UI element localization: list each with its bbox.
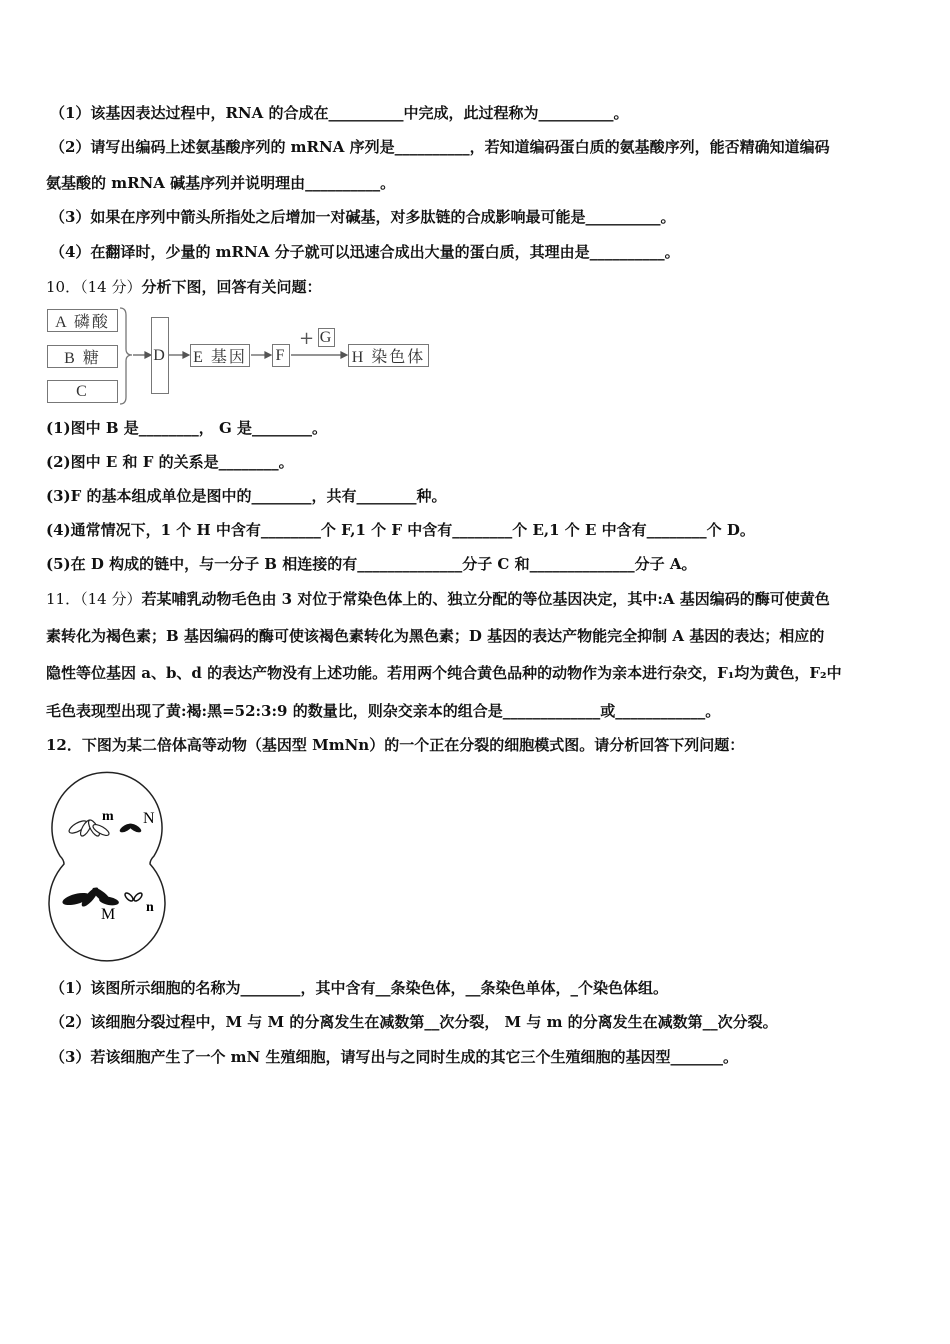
box-f: F [272, 344, 290, 367]
q9-part-2: （2）请写出编码上述氨基酸序列的 mRNA 序列是__________，若知道编码蛋白质的氨基酸序列，能否精确知道编码 [50, 138, 830, 156]
box-g: G [319, 328, 334, 346]
box-b-sugar: B 糖 [47, 345, 118, 368]
box-h-chromosome: H 染色体 [348, 344, 429, 367]
q10-part-3: (3)F 的基本组成单位是图中的________，共有________种。 [46, 487, 447, 505]
plus-sign: + [299, 328, 315, 349]
q10-part-5: (5)在 D 构成的链中，与一分子 B 相连接的有______________分子 C 和______________分子 A。 [46, 555, 697, 573]
box-c: C [47, 380, 118, 403]
label-m: m [102, 809, 114, 824]
box-a-phosphate: A 磷酸 [47, 309, 118, 332]
q10-part-2: (2)图中 E 和 F 的关系是________。 [46, 453, 294, 471]
q9-part-4: （4）在翻译时，少量的 mRNA 分子就可以迅速合成出大量的蛋白质，其理由是__________。 [50, 243, 680, 261]
q10-part-4: (4)通常情况下，1 个 H 中含有________个 F,1 个 F 中含有________个 E,1 个 E 中含有________个 D。 [46, 521, 755, 539]
q11-line-4: 毛色表现型出现了黄:褐:黑=52:3:9 的数量比，则杂交亲本的组合是_____________或____________。 [46, 702, 721, 720]
q11-line-1 [46, 589, 830, 609]
q10-number: 10．（14 分） [46, 278, 142, 296]
label-M: M [101, 906, 116, 923]
q11-number: 11．（14 分） [46, 590, 142, 608]
q12-part-1: （1）该图所示细胞的名称为________，其中含有__条染色体，__条染色单体，_个染色体组。 [50, 979, 668, 997]
box-d: D [151, 317, 169, 394]
q12-part-2: （2）该细胞分裂过程中，M 与 M 的分离发生在减数第__次分裂， M 与 m 的分离发生在减数第__次分裂。 [50, 1013, 778, 1031]
q12-stem: 12．下图为某二倍体高等动物（基因型 MmNn）的一个正在分裂的细胞模式图。请分析回答下列问题： [46, 736, 745, 754]
q11-line-2: 素转化为褐色素；B 基因编码的酶可使该褐色素转化为黑色素；D 基因的表达产物能完全抑制 A 基因的表达；相应的 [46, 627, 825, 645]
q12-part-3: （3）若该细胞产生了一个 mN 生殖细胞，请写出与之同时生成的其它三个生殖细胞的基因型_______。 [50, 1048, 738, 1066]
cell-division-figure [46, 764, 170, 966]
q10-part-1: (1)图中 B 是________， G 是________。 [46, 419, 328, 437]
q11-text: 若某哺乳动物毛色由 3 对位于常染色体上的、独立分配的等位基因决定，其中:A 基因编码的酶可使黄色 [141, 590, 830, 608]
q10-prompt: 分析下图，回答有关问题： [141, 278, 322, 296]
q11-line-3: 隐性等位基因 a、b、d 的表达产物没有上述功能。若用两个纯合黄色品种的动物作为亲本进行杂交，F₁均为黄色，F₂中 [46, 664, 842, 682]
q9-part-2-cont: 氨基酸的 mRNA 碱基序列并说明理由__________。 [46, 174, 396, 192]
q10-stem [46, 277, 321, 297]
label-n: n [146, 900, 154, 915]
q9-part-3: （3）如果在序列中箭头所指处之后增加一对碱基，对多肽链的合成影响最可能是__________。 [50, 208, 676, 226]
q9-part-1: （1）该基因表达过程中，RNA 的合成在__________中完成，此过程称为__________。 [50, 104, 629, 122]
label-N: N [143, 810, 155, 827]
box-e-gene: E 基因 [190, 344, 250, 367]
